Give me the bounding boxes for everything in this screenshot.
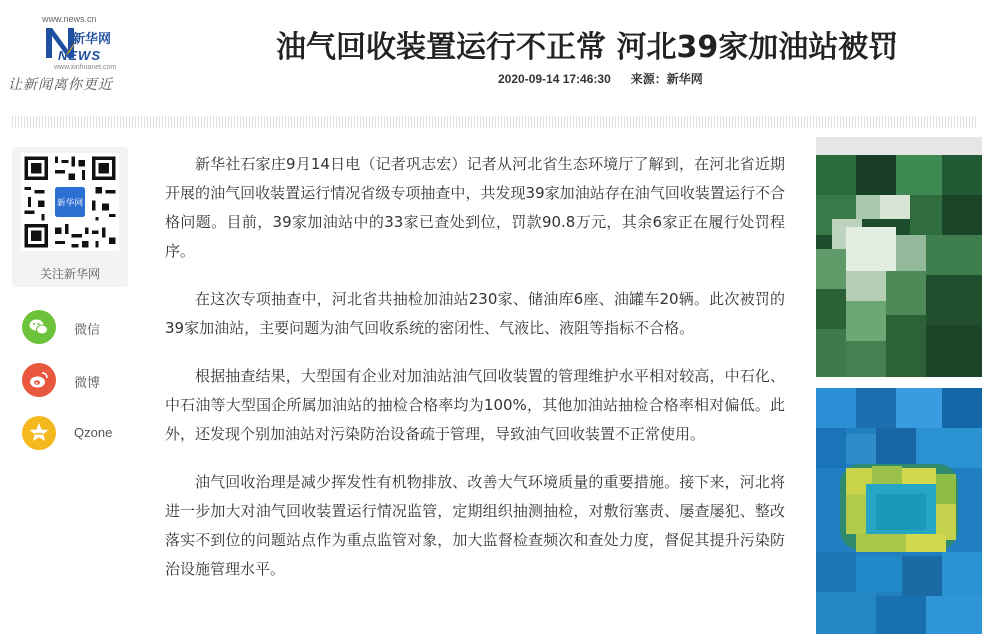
article-paragraph: 根据抽查结果，大型国有企业对加油站油气回收装置的管理维护水平相对较高，中石化、中石油等大型国企所属加油站的抽检合格率均为100%，其他加油站抽检合格率相对偏低。此外，还发现个别加油站对污染防治设备疏于管理，导致油气回收装置不正常使用。 <box>165 367 785 443</box>
article-title: 油气回收装置运行不正常 河北39家加油站被罚 <box>276 30 899 65</box>
article-datetime: 2020-09-14 17:46:30 <box>498 72 611 86</box>
weibo-icon <box>22 363 56 397</box>
qr-card <box>12 147 128 287</box>
qr-label: 关注新华网 <box>39 267 100 281</box>
article-meta <box>498 70 703 87</box>
xinhua-logo[interactable] <box>8 14 138 98</box>
share-wechat-button[interactable] <box>22 310 132 350</box>
pixelated-ad-image <box>816 137 982 377</box>
page-header <box>0 0 983 118</box>
header-divider <box>12 116 978 128</box>
share-weibo-button[interactable] <box>22 363 132 403</box>
logo-sub-url: www.xinhuanet.com <box>54 64 117 71</box>
wechat-icon <box>22 310 56 344</box>
article-paragraph: 在这次专项抽查中，河北省共抽检加油站230家、储油库6座、油罐车20辆。此次被罚的39家加油站，主要问题为油气回收系统的密闭性、气液比、液阻等指标不合格。 <box>165 290 785 337</box>
share-sidebar <box>12 147 128 440</box>
ad-banner-top[interactable] <box>816 137 982 377</box>
article-paragraph: 油气回收治理是减少挥发性有机物排放、改善大气环境质量的重要措施。接下来，河北将进一步加大对油气回收装置运行情况监管，定期组织抽测抽检，对敷衍塞责、屡查屡犯、整改落实不到位的问题站点作为重点监管对象，加大监督检查频次和查处力度，督促其提升污染防治设施管理水平。 <box>165 473 785 578</box>
slogan: 让新闻离你更近 <box>8 77 113 93</box>
article-body <box>165 150 785 603</box>
article-source: 新华网 <box>666 72 703 86</box>
logo-news: NEWS <box>58 48 101 63</box>
ad-banner-bottom[interactable] <box>816 388 982 634</box>
qr-code <box>21 153 119 251</box>
share-weibo-label: 微博 <box>74 375 101 390</box>
article-paragraph: 新华社石家庄9月14日电（记者巩志宏）记者从河北省生态环境厅了解到，在河北省近期开展的油气回收装置运行情况省级专项抽查中，共发现39家加油站存在油气回收装置运行不合格问题。目前，39家加油站中的33家已查处到位，罚款90.8万元，其余6家正在履行处罚程序。 <box>165 155 785 260</box>
share-wechat-label: 微信 <box>74 322 101 337</box>
qzone-icon <box>22 416 56 450</box>
qr-center-text: 新华网 <box>56 198 84 209</box>
pixelated-ad-image-2 <box>816 388 982 634</box>
logo-brand: 新华网 <box>72 32 112 47</box>
share-qzone-label: Qzone <box>74 425 113 440</box>
logo-url: www.news.cn <box>42 14 97 24</box>
source-label: 来源： <box>630 72 667 86</box>
share-qzone-button[interactable] <box>22 416 132 456</box>
